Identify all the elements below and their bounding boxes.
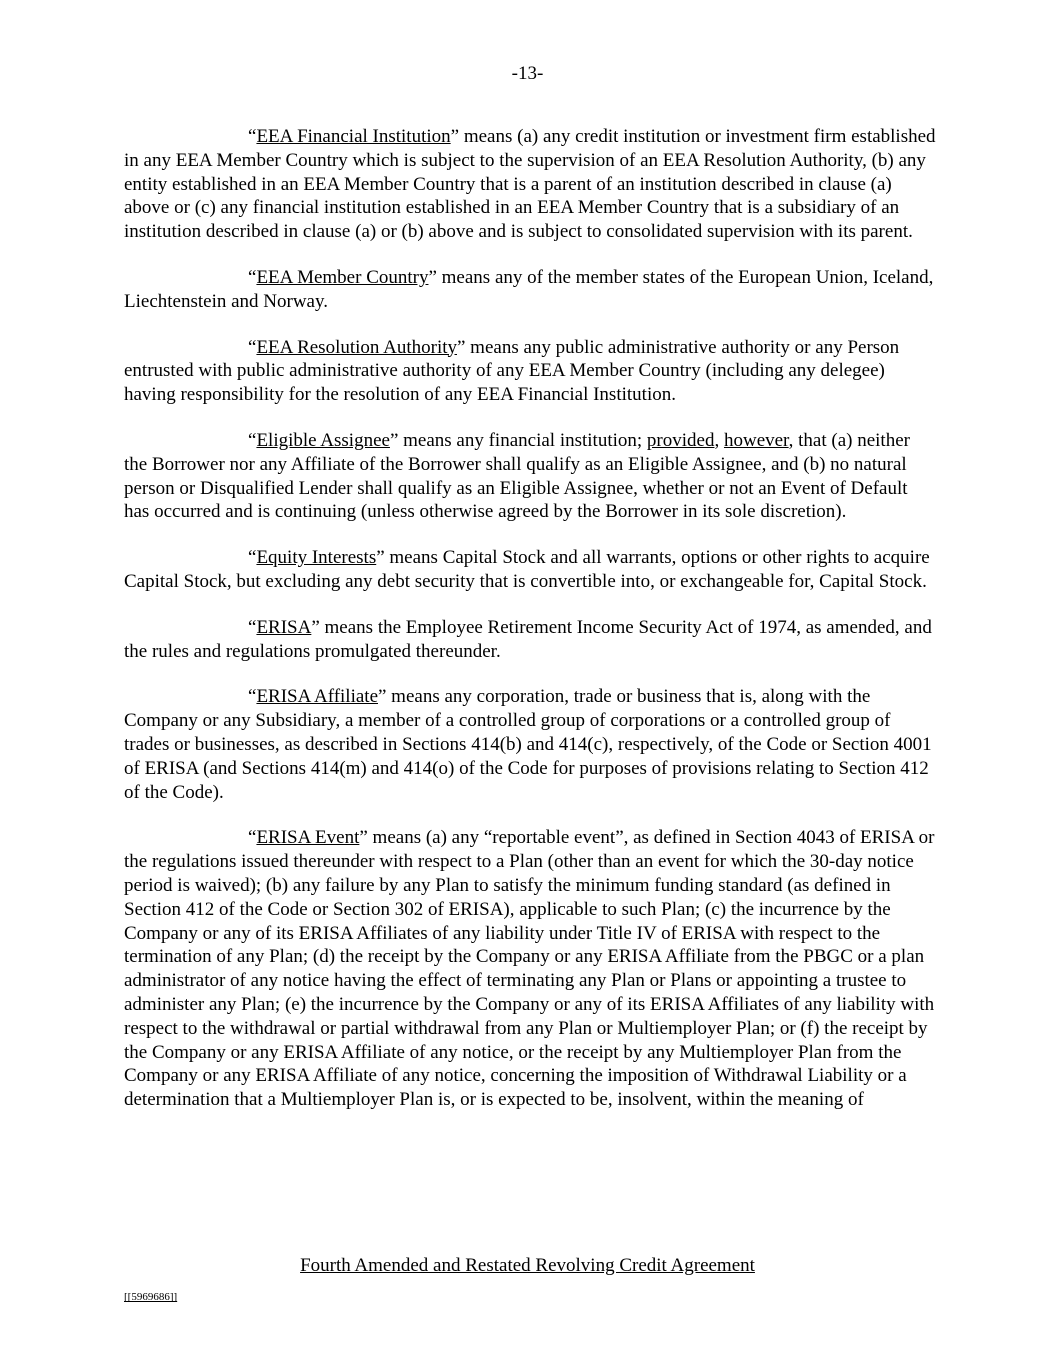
- definition-eea-financial-institution: [124, 125, 936, 244]
- defined-term: EEA Member Country: [256, 266, 429, 288]
- document-body: [124, 125, 936, 1134]
- definition-erisa: [124, 616, 936, 664]
- definition-text: ” means (a) any credit institution or investment firm established in any EEA Member Country which is subject to the supervision of an EEA Resolution Authority, (b) any entity established in an EEA Member Country that is a parent of an institution described in clause (a) above or (c) any financial institution established in an EEA Member Country that is a subsidiary of an institution described in clause (a) or (b) above and is subject to consolidated supervision with its parent.: [124, 126, 936, 243]
- open-quote: “: [248, 429, 257, 451]
- open-quote: “: [248, 686, 257, 708]
- comma: ,: [714, 429, 724, 451]
- defined-term: EEA Financial Institution: [256, 126, 451, 147]
- definition-text-continued: , that (a) neither the Borrower nor any Affiliate of the Borrower shall qualify as an Eligible Assignee, and (b) no natural person or Disqualified Lender shall qualify as an Eligible Assignee, whether or not an Event of Default has occurred and is continuing (unless otherwise agreed by the Borrower in its sole discretion).: [124, 429, 910, 523]
- page-number: -13-: [511, 63, 544, 84]
- definition-text: ” means any public administrative authority or any Person entrusted with public administrative authority of any EEA Member Country (including any delegee) having responsibility for the resolution of any EEA Financial Institution.: [124, 336, 900, 406]
- however-word: however: [723, 429, 789, 451]
- provided-word: provided: [646, 429, 715, 451]
- definition-eea-resolution-authority: [124, 336, 936, 407]
- open-quote: “: [248, 126, 257, 147]
- defined-term: ERISA Affiliate: [256, 686, 378, 708]
- definition-text: ” means any of the member states of the European Union, Iceland, Liechtenstein and Norway.: [124, 266, 934, 312]
- definition-equity-interests: [124, 546, 936, 594]
- document-id: [[5969686]]: [124, 1291, 178, 1303]
- open-quote: “: [248, 616, 257, 638]
- defined-term: ERISA Event: [256, 827, 360, 849]
- defined-term: ERISA: [256, 616, 312, 638]
- definition-text: ” means Capital Stock and all warrants, options or other rights to acquire Capital Stock, but excluding any debt security that is convertible into, or exchangeable for, Capital Stock.: [124, 547, 930, 592]
- open-quote: “: [248, 547, 257, 569]
- definition-text: ” means (a) any “reportable event”, as defined in Section 4043 of ERISA or the regulations issued thereunder with respect to a Plan (other than an event for which the 30-day notice period is waived); (b) any failure by any Plan to satisfy the minimum funding standard (as defined in Section 412 of the Code or Section 302 of ERISA), applicable to such Plan; (c) the incurrence by the Company or any of its ERISA Affiliates of any liability under Title IV of ERISA with respect to the termination of any Plan; (d) the receipt by the Company or any ERISA Affiliate from the PBGC or a plan administrator of any notice having the effect of terminating any Plan or Plans or appointing a trustee to administer any Plan; (e) the incurrence by the Company or any of its ERISA Affiliates of any liability with respect to the withdrawal or partial withdrawal from any Plan or Multiemployer Plan; or (f) the receipt by the Company or any ERISA Affiliate of any notice, or the receipt by any Multiemployer Plan from the Company or any ERISA Affiliate of any notice, concerning the imposition of Withdrawal Liability or a determination that a Multiemployer Plan is, or is expected to be, insolvent, within the meaning of: [124, 827, 935, 1111]
- open-quote: “: [248, 266, 257, 288]
- defined-term: Eligible Assignee: [256, 429, 390, 451]
- defined-term: Equity Interests: [256, 547, 377, 569]
- definition-text: ” means the Employee Retirement Income Security Act of 1974, as amended, and the rules and regulations promulgated thereunder.: [124, 616, 932, 662]
- definition-erisa-affiliate: [124, 685, 936, 804]
- definition-text: ” means any financial institution;: [389, 429, 647, 451]
- footer-title: Fourth Amended and Restated Revolving Credit Agreement: [300, 1255, 755, 1276]
- definition-eea-member-country: [124, 266, 936, 314]
- definition-text: ” means any corporation, trade or business that is, along with the Company or any Subsidiary, a member of a controlled group of corporations or a controlled group of trades or businesses, as described in Sections 414(b) and 414(c), respectively, of the Code or Section 4001 of ERISA (and Sections 414(m) and 414(o) of the Code for purposes of provisions relating to Section 412 of the Code).: [124, 686, 932, 803]
- definition-eligible-assignee: [124, 429, 936, 524]
- definition-erisa-event: [124, 826, 936, 1112]
- defined-term: EEA Resolution Authority: [256, 336, 457, 358]
- open-quote: “: [248, 336, 257, 358]
- open-quote: “: [248, 827, 257, 849]
